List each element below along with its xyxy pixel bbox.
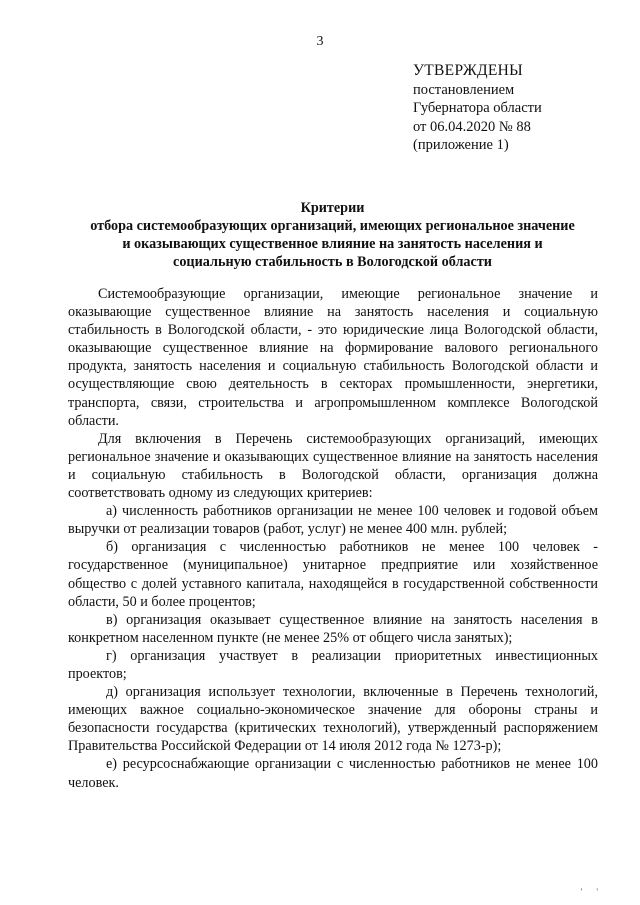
page-number: 3 bbox=[316, 34, 324, 49]
criterion-d: д) организация использует технологии, включенные в Перечень технологий, имеющих важное социально-экономическое значение для обороны страны и безопасности государства (критических технологий), утвержденный распоряжением Правительства Российской Федерации от 14 июля 2012 года № 1273-р); bbox=[68, 684, 598, 755]
title-line: социальную стабильность в Вологодской области bbox=[173, 254, 492, 270]
scan-marks: ' ' bbox=[580, 887, 604, 897]
paragraph-definition: Системообразующие организации, имеющие региональное значение и оказывающие существенное влияние на занятость населения и социальную стабильность в Вологодской области, - это юридические лица Вологодской области, оказывающие существенное влияние на формирование валового регионального продукта, занятость населения и социальную стабильность Вологодской области и осуществляющие свою деятельность в секторах промышленности, энергетики, транспорта, связи, строительства и агропромышленном комплексе Вологодской области. bbox=[68, 286, 598, 429]
document-body bbox=[68, 285, 598, 792]
document-title bbox=[60, 199, 605, 271]
criterion-b: б) организация с численностью работников не менее 100 человек - государственное (муниципальное) унитарное предприятие или хозяйственное общество с долей уставного капитала, находящейся в государственной собственности области, 50 и более процентов; bbox=[68, 539, 598, 610]
approval-title: УТВЕРЖДЕНЫ bbox=[413, 62, 523, 79]
paragraph-criteria-intro: Для включения в Перечень системообразующих организаций, имеющих региональное значение и оказывающих существенное влияние на занятость населения и социальную стабильность в Вологодской области, организация должна соответствовать одному из следующих критериев: bbox=[68, 430, 598, 502]
title-line: отбора системообразующих организаций, имеющих региональное значение bbox=[90, 218, 575, 234]
criterion-e: е) ресурсоснабжающие организации с численностью работников не менее 100 человек. bbox=[68, 756, 598, 791]
approval-date: от 06.04.2020 № 88 bbox=[413, 118, 531, 135]
criterion-v: в) организация оказывает существенное влияние на занятость населения в конкретном населенном пункте (не менее 25% от общего числа занятых); bbox=[68, 611, 598, 646]
approval-line: Губернатора области bbox=[413, 100, 542, 116]
approval-appendix: (приложение 1) bbox=[413, 137, 509, 153]
title-line: и оказывающих существенное влияние на занятость населения и bbox=[122, 236, 543, 252]
criterion-g: г) организация участвует в реализации приоритетных инвестиционных проектов; bbox=[68, 647, 598, 682]
approval-line: постановлением bbox=[413, 81, 515, 98]
title-heading: Критерии bbox=[300, 200, 365, 216]
criterion-a: а) численность работников организации не менее 100 человек и годовой объем выручки от реализации товаров (работ, услуг) не менее 400 млн. рублей; bbox=[68, 503, 598, 538]
approval-stamp bbox=[413, 62, 542, 155]
